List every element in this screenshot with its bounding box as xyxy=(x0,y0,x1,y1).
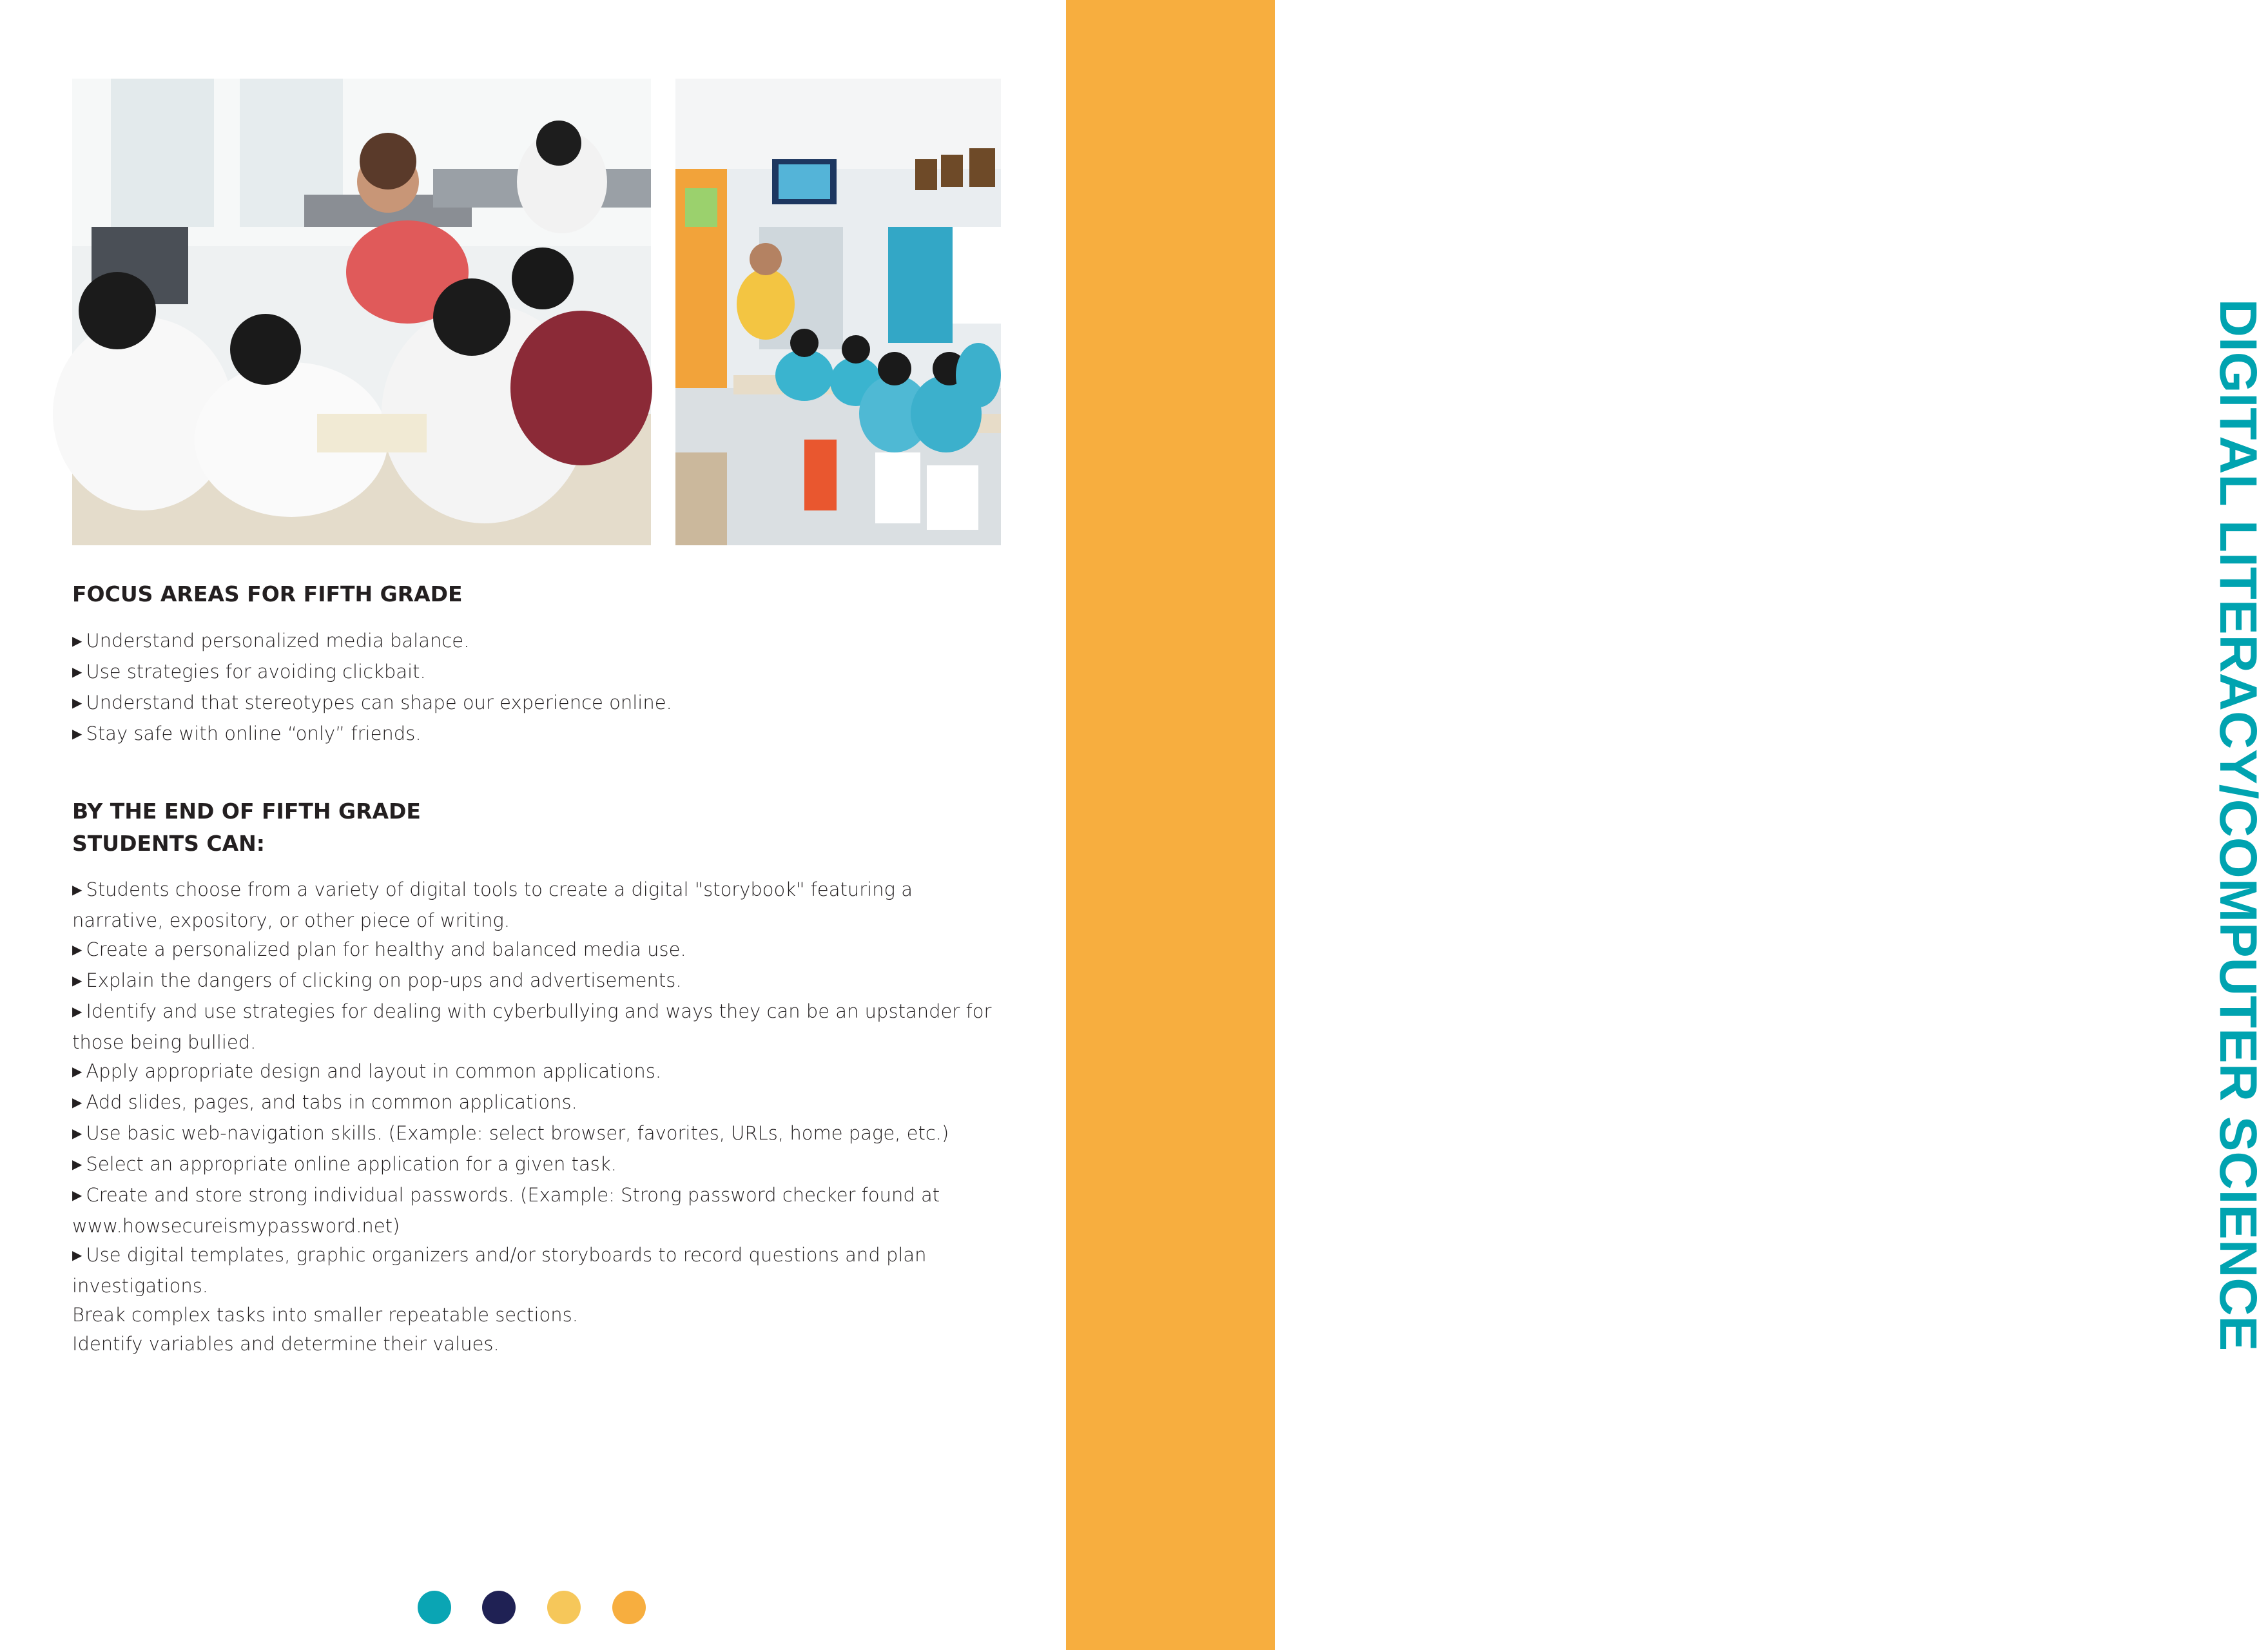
bullet-arrow-icon: ▶ xyxy=(72,1063,82,1079)
list-item: ▶ Add slides, pages, and tabs in common applications. xyxy=(72,1088,1007,1119)
bullet-arrow-icon: ▶ xyxy=(72,1125,82,1141)
list-item: ▶ Use digital templates, graphic organizers and/or storyboards to record questions and plan investigations. xyxy=(72,1241,1007,1301)
bullet-arrow-icon: ▶ xyxy=(72,726,82,741)
outcomes-list xyxy=(72,875,1007,1359)
list-item: ▶ Stay safe with online “only” friends. xyxy=(72,719,1007,750)
bullet-arrow-icon: ▶ xyxy=(72,664,82,679)
list-item: ▶ Understand personalized media balance. xyxy=(72,626,1007,657)
bullet-arrow-icon: ▶ xyxy=(72,1004,82,1019)
section-title: DIGITAL LITERACY/COMPUTER SCIENCE xyxy=(2209,298,2267,1352)
bullet-arrow-icon: ▶ xyxy=(72,1094,82,1110)
focus-heading: FOCUS AREAS FOR FIFTH GRADE xyxy=(72,581,463,607)
photo-teacher-with-students xyxy=(72,79,651,545)
list-item: ▶ Identify and use strategies for dealing with cyberbullying and ways they can be an upstander for those being bullied. xyxy=(72,997,1007,1057)
bullet-arrow-icon: ▶ xyxy=(72,1187,82,1203)
bullet-arrow-icon: ▶ xyxy=(72,942,82,957)
outcomes-heading-line1: BY THE END OF FIFTH GRADE xyxy=(72,799,421,824)
sidebar-band xyxy=(1066,0,2267,1650)
focus-list xyxy=(72,626,1007,750)
footer-dot-navy xyxy=(482,1591,516,1624)
list-item: ▶ Apply appropriate design and layout in common applications. xyxy=(72,1057,1007,1088)
footer-dot-yellow xyxy=(547,1591,581,1624)
bullet-arrow-icon: ▶ xyxy=(72,1156,82,1172)
outcomes-heading-line2: STUDENTS CAN: xyxy=(72,831,265,856)
list-item-plain: Identify variables and determine their values. xyxy=(72,1333,499,1355)
footer-dot-orange xyxy=(612,1591,646,1624)
outcomes-heading xyxy=(72,795,421,860)
bullet-arrow-icon: ▶ xyxy=(72,973,82,988)
list-item: ▶ Students choose from a variety of digital tools to create a digital "storybook" featuring a narrative, expository, or other piece of writing. xyxy=(72,875,1007,935)
list-item: ▶ Create a personalized plan for healthy and balanced media use. xyxy=(72,935,1007,966)
bullet-arrow-icon: ▶ xyxy=(72,633,82,648)
footer-dot-teal xyxy=(418,1591,451,1624)
list-item: ▶ Explain the dangers of clicking on pop-ups and advertisements. xyxy=(72,966,1007,997)
bullet-arrow-icon: ▶ xyxy=(72,695,82,710)
bullet-arrow-icon: ▶ xyxy=(72,882,82,897)
list-item-plain: Break complex tasks into smaller repeatable sections. xyxy=(72,1304,578,1326)
list-item: ▶ Use basic web-navigation skills. (Example: select browser, favorites, URLs, home page, etc.) xyxy=(72,1119,1007,1150)
bullet-arrow-icon: ▶ xyxy=(72,1247,82,1263)
list-item: ▶ Select an appropriate online application for a given task. xyxy=(72,1150,1007,1181)
list-item: ▶ Use strategies for avoiding clickbait. xyxy=(72,657,1007,688)
photo-classroom xyxy=(675,79,1001,545)
list-item: ▶ Create and store strong individual passwords. (Example: Strong password checker found at www.howsecureismypassword.net) xyxy=(72,1181,1007,1241)
list-item: ▶ Understand that stereotypes can shape our experience online. xyxy=(72,688,1007,719)
